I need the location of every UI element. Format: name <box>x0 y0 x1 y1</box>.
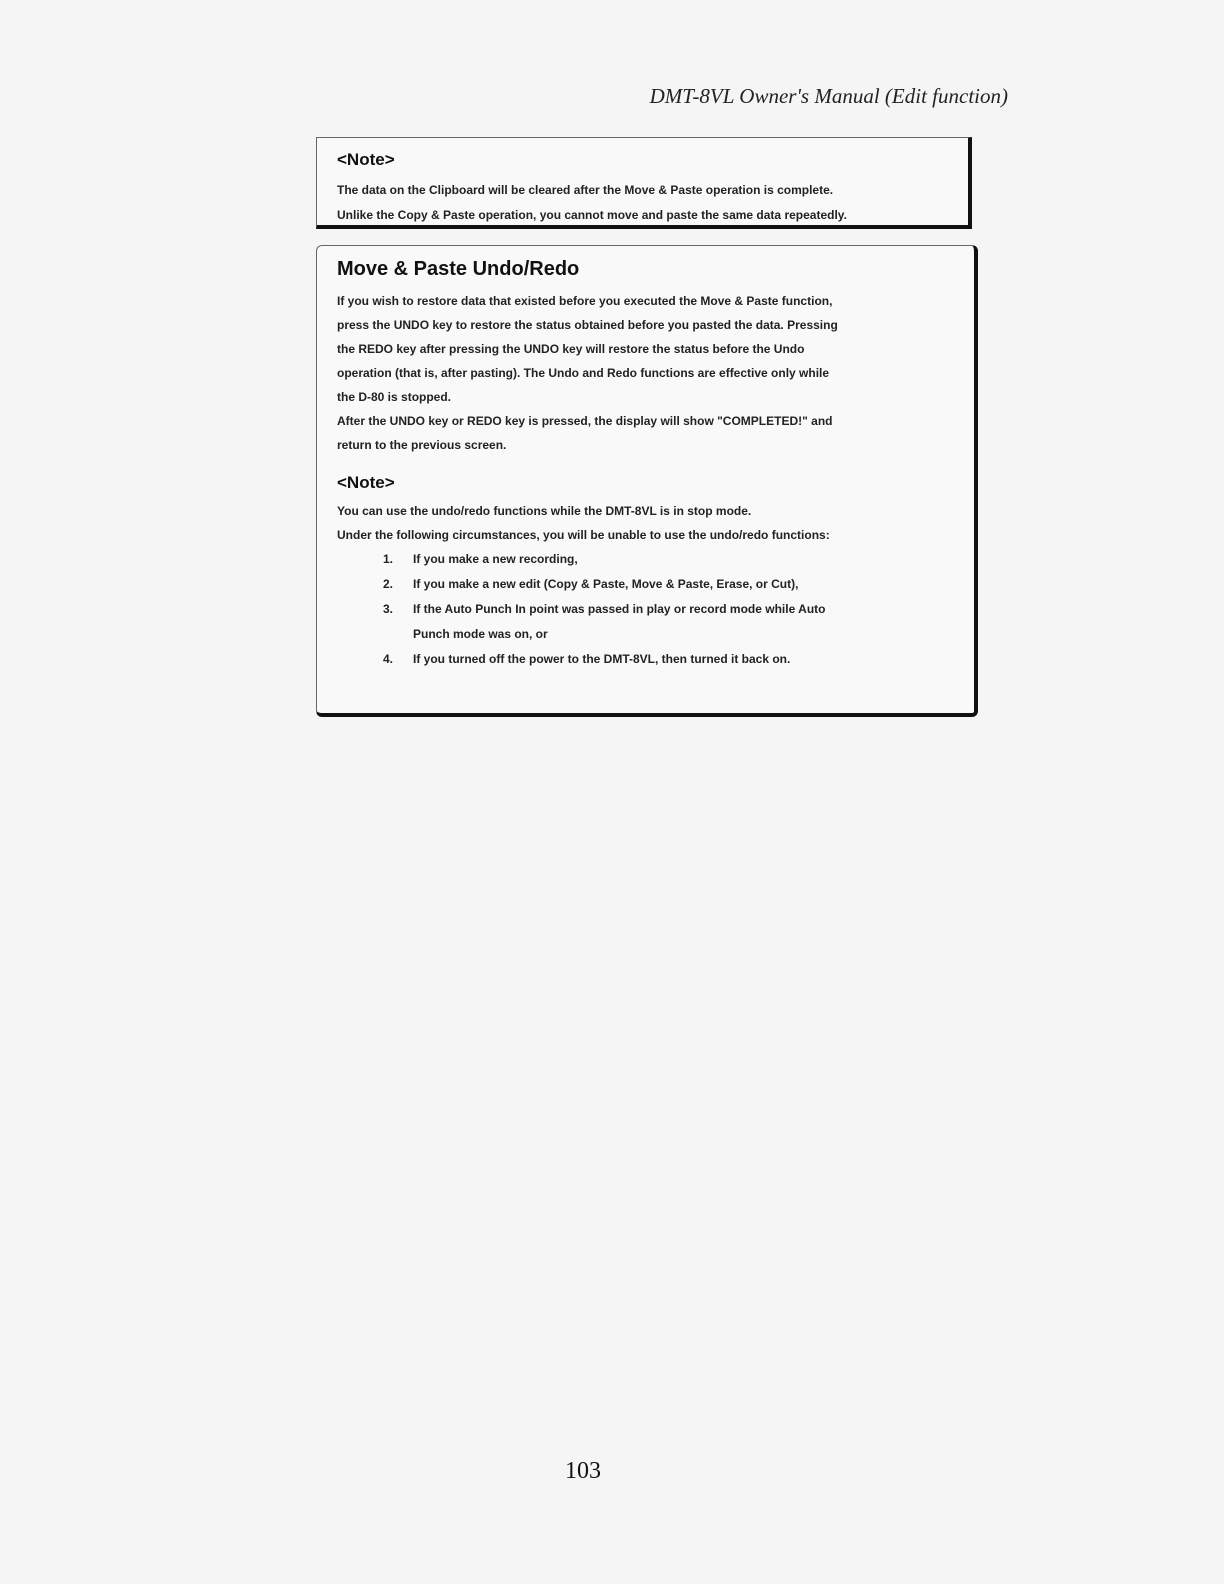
list-item <box>337 647 954 672</box>
note-line: Unlike the Copy & Paste operation, you cannot move and paste the same data repeatedly. <box>337 208 847 222</box>
page-number: 103 <box>565 1458 601 1484</box>
paragraph-line: After the UNDO key or REDO key is pressed, the display will show "COMPLETED!" and <box>337 414 833 428</box>
running-header: DMT-8VL Owner's Manual (Edit function) <box>649 84 1008 108</box>
list-number: 4. <box>383 652 394 666</box>
paragraph-line: the REDO key after pressing the UNDO key will restore the status before the Undo <box>337 342 805 356</box>
note-line: The data on the Clipboard will be cleared after the Move & Paste operation is complete. <box>337 183 834 197</box>
list-item <box>337 572 954 597</box>
list-text: If you make a new recording, <box>413 552 578 566</box>
note-line: Under the following circumstances, you will be unable to use the undo/redo functions: <box>337 528 830 542</box>
list-number: 2. <box>383 577 394 591</box>
paragraph-line: press the UNDO key to restore the status obtained before you pasted the data. Pressing <box>337 318 838 332</box>
section-title: Move & Paste Undo/Redo <box>337 258 580 280</box>
list-number-spacer <box>383 622 413 647</box>
list-item <box>337 547 954 572</box>
undo-redo-section <box>316 245 978 717</box>
list-item-continuation <box>337 622 954 647</box>
note-heading: <Note> <box>337 473 395 492</box>
list-text: Punch mode was on, or <box>413 627 548 641</box>
list-text: If you make a new edit (Copy & Paste, Move & Paste, Erase, or Cut), <box>413 577 799 591</box>
note-box-clipboard <box>316 137 972 229</box>
list-item <box>337 597 954 622</box>
paragraph-line: If you wish to restore data that existed before you executed the Move & Paste function, <box>337 294 833 308</box>
note-line: You can use the undo/redo functions while the DMT-8VL is in stop mode. <box>337 504 752 518</box>
list-number: 1. <box>383 552 394 566</box>
list-text: If the Auto Punch In point was passed in play or record mode while Auto <box>413 602 826 616</box>
paragraph-line: the D-80 is stopped. <box>337 390 452 404</box>
paragraph-line: operation (that is, after pasting). The Undo and Redo functions are effective only while <box>337 366 830 380</box>
circumstances-list <box>337 547 954 672</box>
list-number: 3. <box>383 602 394 616</box>
note-heading: <Note> <box>337 150 395 169</box>
paragraph-line: return to the previous screen. <box>337 438 507 452</box>
list-text: If you turned off the power to the DMT-8VL, then turned it back on. <box>413 652 791 666</box>
